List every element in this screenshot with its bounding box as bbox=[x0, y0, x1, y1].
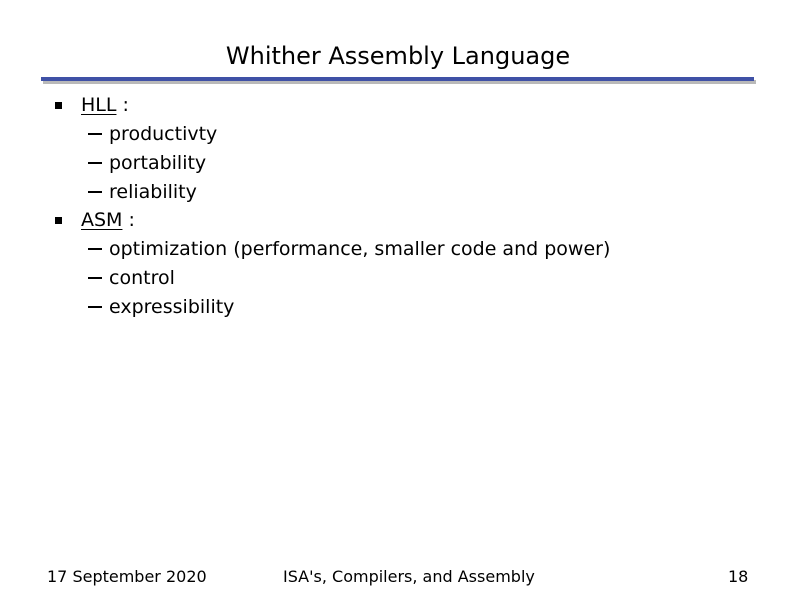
sub-bullet-text: expressibility bbox=[109, 296, 235, 318]
dash-icon bbox=[88, 162, 102, 164]
sub-bullet bbox=[0, 235, 792, 264]
bullet-suffix: : bbox=[122, 209, 135, 231]
dash-icon bbox=[88, 277, 102, 279]
sub-bullet-text: control bbox=[109, 267, 175, 289]
bullet-label: HLL bbox=[81, 94, 117, 116]
bullet-label: ASM bbox=[81, 209, 123, 231]
square-bullet-icon bbox=[55, 102, 62, 109]
bullet-heading bbox=[81, 91, 129, 120]
sub-bullet bbox=[0, 293, 792, 322]
bullet-hll bbox=[0, 91, 792, 120]
slide-title: Whither Assembly Language bbox=[225, 42, 571, 70]
footer-title: ISA's, Compilers, and Assembly bbox=[283, 567, 535, 586]
dash-icon bbox=[88, 133, 102, 135]
sub-bullet bbox=[0, 149, 792, 178]
dash-icon bbox=[88, 191, 102, 193]
bullet-heading bbox=[81, 206, 135, 235]
title-rule bbox=[41, 77, 754, 81]
dash-icon bbox=[88, 248, 102, 250]
sub-bullet-text: optimization (performance, smaller code and power) bbox=[109, 238, 611, 260]
sub-bullet-text: portability bbox=[109, 152, 207, 174]
dash-icon bbox=[88, 306, 102, 308]
sub-bullet-text: reliability bbox=[109, 181, 197, 203]
bullet-suffix: : bbox=[116, 94, 129, 116]
sub-bullet-text: productivty bbox=[109, 123, 218, 145]
sub-bullet bbox=[0, 120, 792, 149]
square-bullet-icon bbox=[55, 217, 62, 224]
sub-bullet bbox=[0, 178, 792, 207]
bullet-asm bbox=[0, 206, 792, 235]
sub-bullet bbox=[0, 264, 792, 293]
footer-date: 17 September 2020 bbox=[47, 567, 207, 586]
page-number: 18 bbox=[728, 567, 749, 586]
